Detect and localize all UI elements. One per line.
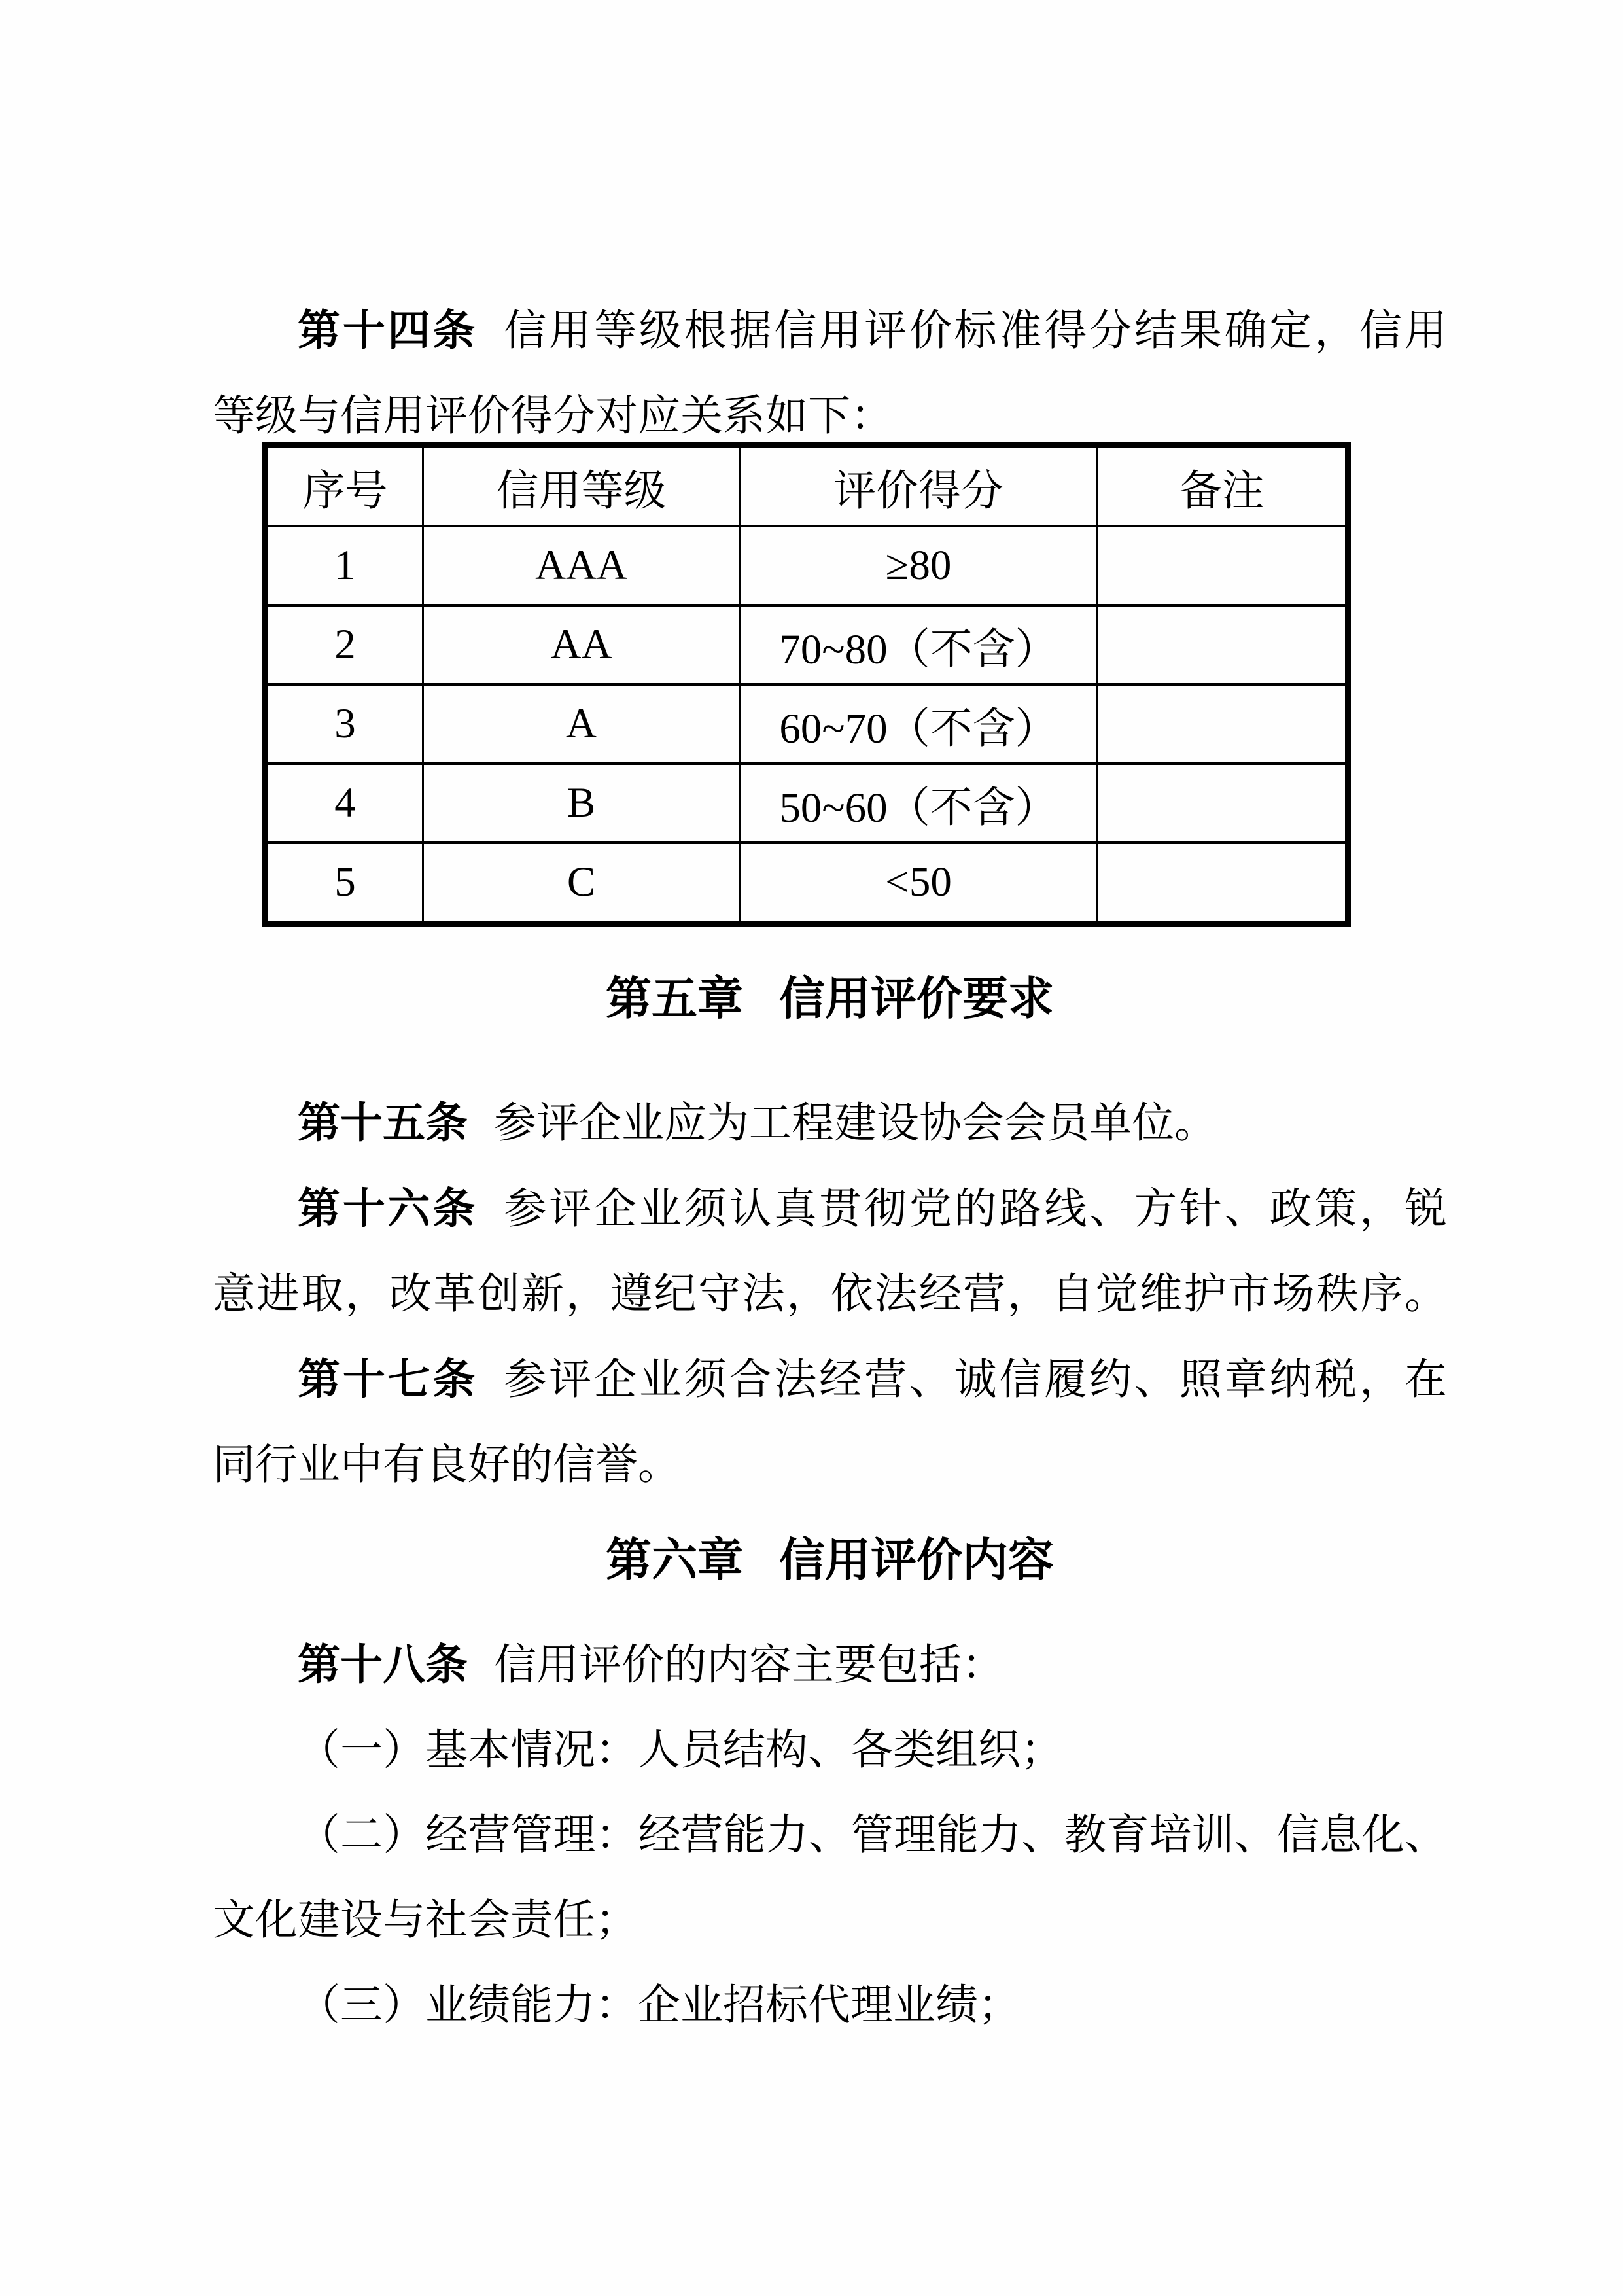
cell-index: 2: [266, 605, 423, 684]
article-17-line-1: [213, 1337, 1447, 1422]
article-18-lead: 第十八条: [298, 1640, 468, 1688]
list-item-2-line-2: 文化建设与社会责任；: [213, 1897, 638, 1944]
chapter-5-title: 信用评价要求: [779, 973, 1054, 1024]
table-row: [266, 605, 1348, 684]
article-16-line-1: [213, 1166, 1447, 1252]
chapter-6-title: 信用评价内容: [779, 1534, 1054, 1585]
article-16-lead: 第十六条: [298, 1184, 478, 1232]
cell-score: 60~70（不含）: [740, 684, 1098, 764]
article-17-line-2: 同行业中有良好的信誉。: [213, 1441, 681, 1489]
cell-grade: AAA: [423, 526, 740, 605]
table-row: [266, 526, 1348, 605]
column-header-index: 序号: [266, 446, 423, 527]
cell-index: 3: [266, 684, 423, 764]
article-16-line-1-text: 参评企业须认真贯彻党的路线、方针、政策，锐: [504, 1186, 1447, 1233]
article-14-lead: 第十四条: [298, 306, 478, 354]
cell-grade: C: [423, 843, 740, 924]
table-row: [266, 684, 1348, 764]
article-15-text: 参评企业应为工程建设协会会员单位。: [494, 1100, 1217, 1147]
cell-grade: A: [423, 684, 740, 764]
cell-score: <50: [740, 843, 1098, 924]
cell-note: [1098, 843, 1348, 924]
column-header-note: 备注: [1098, 446, 1348, 527]
credit-rating-table: [262, 442, 1351, 927]
cell-note: [1098, 526, 1348, 605]
list-item-2-line-1: （二）经营管理：经营能力、管理能力、教育培训、信息化、: [298, 1812, 1447, 1859]
article-17-lead: 第十七条: [298, 1355, 478, 1403]
article-16-line-2: 意进取，改革创新，遵纪守法，依法经营，自觉维护市场秩序。: [213, 1271, 1447, 1318]
article-18-text: 信用评价的内容主要包括：: [494, 1642, 1005, 1689]
cell-grade: AA: [423, 605, 740, 684]
cell-score: 70~80（不含）: [740, 605, 1098, 684]
column-header-grade: 信用等级: [423, 446, 740, 527]
cell-score: ≥80: [740, 526, 1098, 605]
cell-grade: B: [423, 764, 740, 843]
cell-index: 4: [266, 764, 423, 843]
article-14-line-1: [213, 288, 1447, 374]
list-item-3-line: （三）业绩能力：企业招标代理业绩；: [298, 1982, 1021, 2029]
article-14-line-2: 等级与信用评价得分对应关系如下：: [213, 393, 894, 440]
chapter-6-heading: [213, 1517, 1447, 1602]
cell-index: 1: [266, 526, 423, 605]
cell-index: 5: [266, 843, 423, 924]
table-row: [266, 843, 1348, 924]
chapter-5-heading: [213, 956, 1447, 1041]
cell-note: [1098, 605, 1348, 684]
article-18-line: [213, 1622, 1447, 1708]
chapter-6-number: 第六章: [606, 1534, 743, 1585]
list-item-1-line: （一）基本情况：人员结构、各类组织；: [298, 1727, 1064, 1774]
cell-score: 50~60（不含）: [740, 764, 1098, 843]
column-header-score: 评价得分: [740, 446, 1098, 527]
article-17-line-1-text: 参评企业须合法经营、诚信履约、照章纳税，在: [504, 1356, 1447, 1404]
chapter-5-number: 第五章: [606, 973, 743, 1024]
cell-note: [1098, 764, 1348, 843]
cell-note: [1098, 684, 1348, 764]
article-15-line: [213, 1080, 1447, 1166]
table-row: [266, 764, 1348, 843]
article-15-lead: 第十五条: [298, 1099, 468, 1146]
article-14-line-1-text: 信用等级根据信用评价标准得分结果确定，信用: [504, 308, 1447, 355]
